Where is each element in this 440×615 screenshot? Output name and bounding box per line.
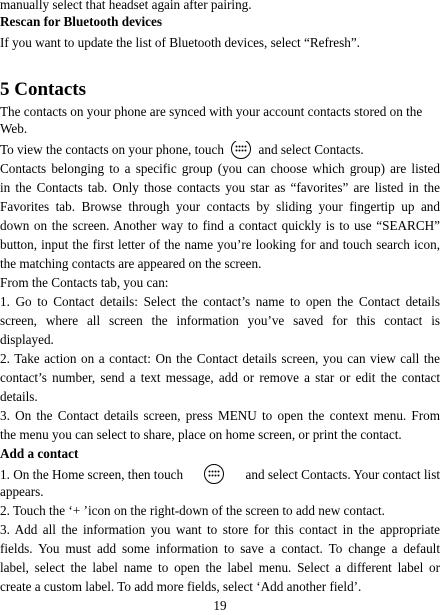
- section-heading-rescan: Rescan for Bluetooth devices: [0, 14, 163, 29]
- text-line-with-icon: [0, 141, 440, 161]
- text-line: displayed.: [0, 332, 54, 347]
- text-line: The contacts on your phone are synced with your account contacts stored on the: [0, 104, 423, 119]
- text-line: screen, where all screen the information you’ve saved for this contact is: [0, 313, 440, 328]
- text-line: label, select the label name to open the label menu. Select a different label or: [0, 560, 440, 575]
- text-line: Web.: [0, 121, 28, 136]
- section-heading-add-contact: Add a contact: [0, 446, 79, 461]
- text-line: contact’s number, send a text message, add or remove a star or edit the contact: [0, 370, 440, 385]
- text-line: the menu you can select to share, place on home screen, or print the contact.: [0, 427, 402, 442]
- text-line: in the Contacts tab. Only those contacts you star as “favorites” are listed in the: [0, 180, 440, 195]
- text-line: 3. Add all the information you want to store for this contact in the appropriate: [0, 522, 440, 537]
- text-span: and select Contacts. Your contact list: [245, 466, 440, 482]
- text-span: 1. On the Home screen, then touch: [0, 466, 184, 482]
- text-line: appears.: [0, 484, 44, 499]
- text-line: details.: [0, 389, 38, 404]
- text-line: 1. Go to Contact details: Select the contact’s name to open the Contact details: [0, 294, 440, 309]
- text-line: 3. On the Contact details screen, press MENU to open the context menu. From: [0, 408, 440, 423]
- text-line-with-icon: [0, 464, 440, 484]
- text-line: create a custom label. To add more fields, select ‘Add another field’.: [0, 579, 362, 594]
- text-line: button, input the first letter of the name you’re looking for and touch search icon,: [0, 237, 440, 252]
- text-line: From the Contacts tab, you can:: [0, 275, 169, 290]
- app-grid-icon: [204, 464, 224, 484]
- text-line: manually select that headset again after pairing.: [0, 0, 252, 12]
- text-line: Contacts belonging to a specific group (you can choose which group) are listed: [0, 161, 440, 176]
- text-line: fields. You must add some information to save a contact. To change a default: [0, 541, 440, 556]
- text-line: 2. Take action on a contact: On the Contact details screen, you can view call the: [0, 351, 440, 366]
- text-line: down on the screen. Another way to find a contact quickly is to use “SEARCH”: [0, 218, 440, 233]
- text-line: the matching contacts are appeared on the screen.: [0, 256, 262, 271]
- app-grid-icon: [231, 141, 251, 159]
- text-line: If you want to update the list of Bluetooth devices, select “Refresh”.: [0, 35, 360, 50]
- page-number: 19: [213, 598, 227, 613]
- chapter-heading-contacts: 5 Contacts: [0, 79, 87, 100]
- text-span: To view the contacts on your phone, touch: [0, 142, 224, 158]
- text-span: and select Contacts.: [258, 142, 364, 158]
- text-line: 2. Touch the ‘+ ’icon on the right-down of the screen to add new contact.: [0, 503, 385, 518]
- text-line: Favorites tab. Browse through your contacts by sliding your fingertip up and: [0, 199, 440, 214]
